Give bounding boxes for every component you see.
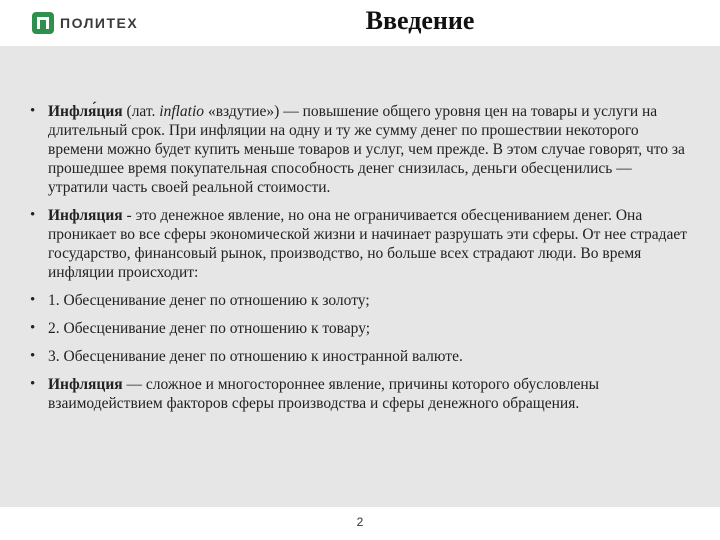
bullet-marker: • [30, 103, 36, 119]
bullet-list [30, 102, 690, 422]
bullet-text: «вздутие») — повышение общего уровня цен на товары и услуги на длительный срок. При инфляции на одну и ту же сумму денег по прошествии некоторого времени можно будет купить меньше товаров и услуг, чем прежде. В этом случае говорят, что за прошедшее время покупательная способность денег снизилась, деньги обесценились — утратили часть своей реальной стоимости. [48, 103, 685, 196]
bullet-marker: • [30, 376, 36, 392]
page-number: 2 [356, 515, 364, 529]
bullet-marker: • [30, 348, 36, 364]
bullet-marker: • [30, 292, 36, 308]
bullet-text: - это денежное явление, но она не ограничивается обесцениванием денег. Она проникает во все сферы экономической жизни и начинает разрушать эти сферы. От нее страдает государство, финансовый рынок, производство, но больше всех страдают люди. Во время инфляции происходит: [48, 207, 688, 281]
slide-header [0, 0, 720, 46]
latin-term: inflatio [159, 103, 205, 120]
bullet-item [30, 375, 690, 413]
bullet-marker: • [30, 320, 36, 336]
bullet-text: 1. Обесценивание денег по отношению к золоту; [48, 292, 370, 309]
polytech-logo-icon [32, 12, 54, 34]
bullet-text: (лат. [122, 103, 160, 120]
bullet-item [30, 206, 690, 282]
bullet-item [30, 319, 690, 338]
logo-text: ПОЛИТЕХ [60, 15, 139, 31]
bullet-item [30, 291, 690, 310]
slide-footer [0, 507, 720, 540]
term-bold: Инфляция [48, 207, 123, 224]
term-bold: Инфляция [48, 376, 123, 393]
polytech-logo [32, 11, 138, 35]
term-bold: Инфля́ция [48, 103, 123, 120]
slide-content [0, 46, 720, 507]
bullet-text: — сложное и многостороннее явление, причины которого обусловлены взаимодействием факторов сферы производства и сферы денежного обращения. [48, 376, 600, 412]
bullet-marker: • [30, 207, 36, 223]
bullet-text: 3. Обесценивание денег по отношению к иностранной валюте. [48, 348, 463, 365]
bullet-text: 2. Обесценивание денег по отношению к товару; [48, 320, 371, 337]
bullet-item [30, 102, 690, 197]
bullet-item [30, 347, 690, 366]
slide-title: Введение [365, 6, 475, 35]
